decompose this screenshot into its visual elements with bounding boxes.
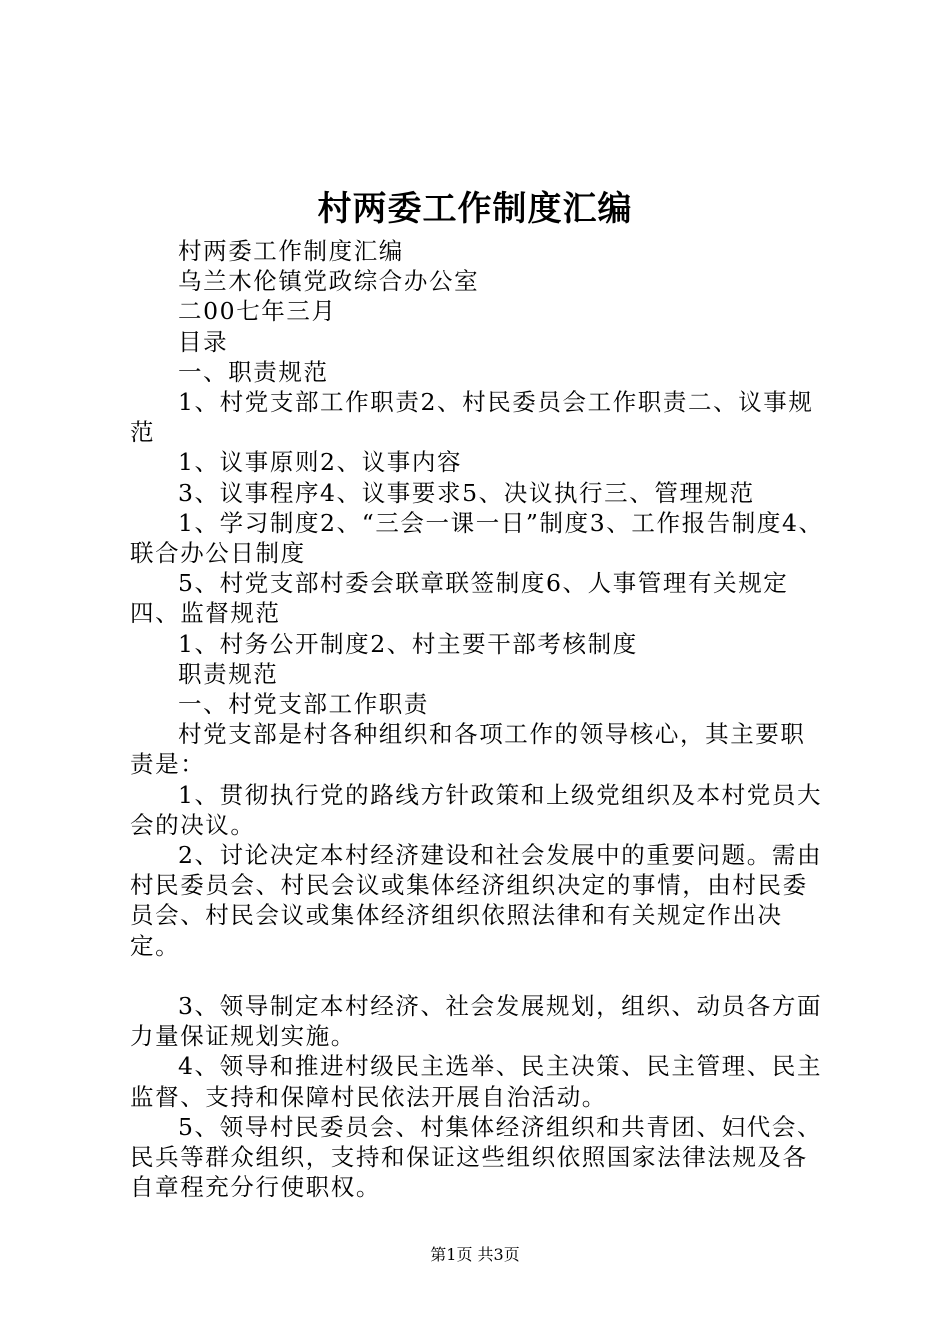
paragraph-toc-items-1: 1、村党支部工作职责2、村民委员会工作职责二、议事规范 (130, 388, 814, 447)
paragraph-duty-1: 1、贯彻执行党的路线方针政策和上级党组织及本村党员大会的决议。 (130, 780, 823, 839)
paragraph-toc-heading: 目录 (178, 327, 229, 356)
paragraph-duty-4: 4、领导和推进村级民主选举、民主决策、民主管理、民主监督、支持和保障村民依法开展自治活动。 (130, 1052, 823, 1111)
paragraph-subsection-heading: 一、村党支部工作职责 (178, 690, 429, 719)
paragraph-duty-2: 2、讨论决定本村经济建设和社会发展中的重要问题。需由村民委员会、村民会议或集体经济组织决定的事情，由村民委员会、村民会议或集体经济组织依照法律和有关规定作出决定。 (130, 841, 823, 960)
paragraph-date: 二00七年三月 (178, 297, 337, 326)
page-footer: 第1页 共3页 (430, 1245, 520, 1264)
paragraph-subtitle: 村两委工作制度汇编 (178, 237, 404, 265)
paragraph-toc-items-3: 3、议事程序4、议事要求5、决议执行三、管理规范 (178, 478, 755, 507)
document-title: 村两委工作制度汇编 (317, 189, 633, 229)
paragraph-spacer (130, 961, 830, 991)
paragraph-toc-section-1: 一、职责规范 (178, 357, 329, 386)
paragraph-intro: 村党支部是村各种组织和各项工作的领导核心，其主要职责是： (130, 720, 806, 779)
paragraph-toc-items-2: 1、议事原则2、议事内容 (178, 448, 463, 477)
paragraph-duty-5: 5、领导村民委员会、村集体经济组织和共青团、妇代会、民兵等群众组织，支持和保证这些组织依照国家法律法规及各自章程充分行使职权。 (130, 1112, 823, 1202)
paragraph-toc-items-6: 1、村务公开制度2、村主要干部考核制度 (178, 629, 638, 658)
paragraph-section-heading: 职责规范 (178, 659, 279, 688)
document-body (130, 236, 830, 1202)
paragraph-duty-3: 3、领导制定本村经济、社会发展规划，组织、动员各方面力量保证规划实施。 (130, 992, 823, 1051)
paragraph-toc-items-5: 5、村党支部村委会联章联签制度6、人事管理有关规定四、监督规范 (130, 569, 789, 628)
paragraph-toc-items-4: 1、学习制度2、“三会一课一日”制度3、工作报告制度4、联合办公日制度 (130, 508, 824, 568)
paragraph-issuer: 乌兰木伦镇党政综合办公室 (178, 267, 480, 296)
